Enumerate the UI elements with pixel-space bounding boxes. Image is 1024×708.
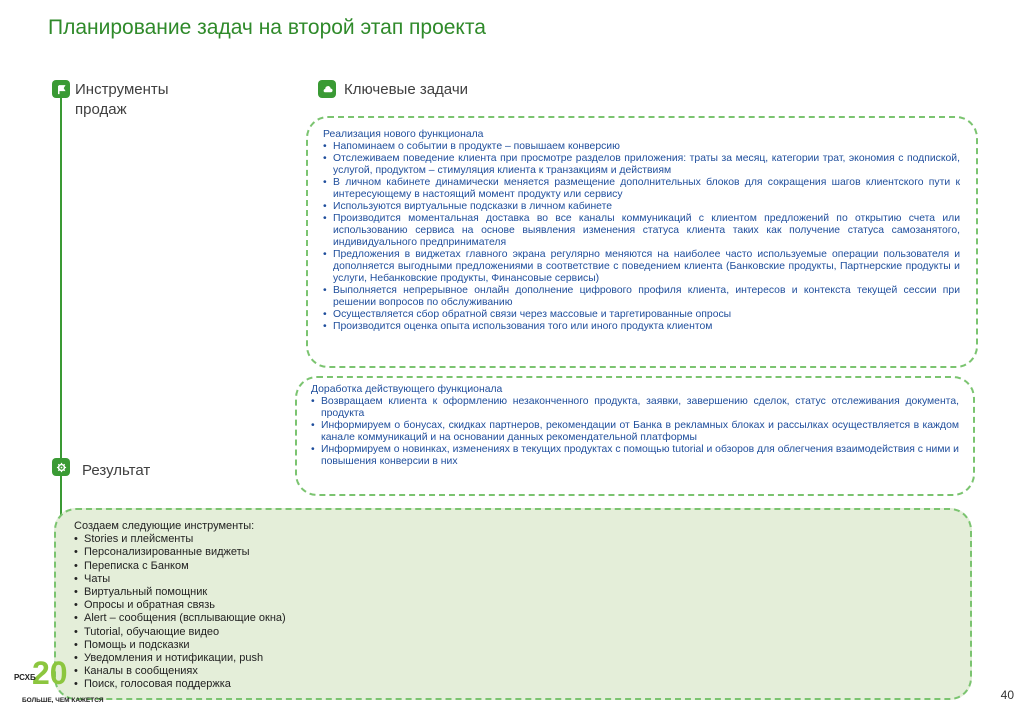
- list-item: • Переписка с Банком: [74, 559, 189, 572]
- improve-functionality-list: [311, 396, 959, 468]
- list-item: • Осуществляется сбор обратной связи через массовые и таргетированные опросы: [323, 309, 960, 321]
- box-heading: Создаем следующие инструменты:: [74, 520, 255, 532]
- list-item: • Предложения в виджетах главного экрана регулярно меняются на наиболее часто используемые операции пользователя и дополняется выгодными предложениями в соответствие с поведением клиента (Банковские продукты, Партнерские продукты и услуги, Небанковские продукты, Финансовые сервисы): [323, 249, 960, 285]
- box-heading: Доработка действующего функционала: [311, 384, 503, 395]
- logo-number: 20: [32, 655, 68, 691]
- result-label: Результат: [82, 462, 151, 479]
- gear-icon: [52, 458, 70, 476]
- list-item: • Персонализированные виджеты: [74, 546, 250, 559]
- list-item: • Опросы и обратная связь: [74, 599, 216, 612]
- list-item: • Производится оценка опыта использования того или иного продукта клиентом: [323, 321, 960, 333]
- logo-name: РСХБ: [14, 673, 36, 682]
- list-item-text: Опросы и обратная связь: [84, 599, 216, 612]
- tools-label-line2: продаж: [75, 101, 127, 118]
- flag-icon: [52, 80, 70, 98]
- list-item: • Помощь и подсказки: [74, 638, 190, 651]
- page-title: Планирование задач на второй этап проекта: [48, 16, 486, 39]
- tasks-label: Ключевые задачи: [344, 81, 469, 98]
- list-item-text: Чаты: [84, 572, 111, 585]
- list-item: • В личном кабинете динамически меняется размещение дополнительных блоков для сокращения шагов клиентского пути к интересующему в настоящий момент продукту или сервису: [323, 177, 960, 201]
- list-item: • Информируем о бонусах, скидках партнеров, рекомендации от Банка в рекламных блоках и рассылках осуществляется в каждом канале коммуникаций и на основании данных рекомендательной платформы: [311, 420, 959, 444]
- result-tools-list: [74, 533, 956, 691]
- list-item: • Tutorial, обучающие видео: [74, 625, 220, 638]
- list-item: • Чаты: [74, 572, 111, 585]
- list-item-text: Каналы в сообщениях: [84, 665, 198, 678]
- new-functionality-box: [306, 116, 978, 368]
- new-functionality-list: [323, 141, 960, 333]
- list-item: • Производится моментальная доставка во все каналы коммуникаций с клиентом предложений по открытию счета или использованию сервиса на основе выявления изменения статуса клиента таких как получение статуса самозанятого, индивидуального предпринимателя: [323, 213, 960, 249]
- list-item: • Информируем о новинках, изменениях в текущих продуктах с помощью tutorial и обзоров для облегчения взаимодействия с ними и повышения конверсии в них: [311, 444, 959, 468]
- list-item: • Отслеживаем поведение клиента при просмотре разделов приложения: траты за месяц, категории трат, экономия с подпиской, услугой, продуктом – стимуляция клиента к транзакциям и действиям: [323, 153, 960, 177]
- timeline-line: [60, 92, 62, 464]
- improve-functionality-box: [295, 376, 975, 496]
- box-heading: Реализация нового функционала: [323, 129, 484, 140]
- list-item: • Уведомления и нотификации, push: [74, 652, 264, 665]
- cloud-icon: [318, 80, 336, 98]
- list-item: • Используются виртуальные подсказки в личном кабинете: [323, 201, 960, 213]
- list-item: • Alert – сообщения (всплывающие окна): [74, 612, 286, 625]
- result-tools-box: [54, 508, 972, 700]
- list-item: • Каналы в сообщениях: [74, 665, 198, 678]
- tools-label: [75, 80, 169, 120]
- tools-label-line1: Инструменты: [75, 81, 169, 98]
- list-item-text: Помощь и подсказки: [84, 638, 190, 651]
- list-item-text: Уведомления и нотификации, push: [84, 652, 264, 665]
- list-item-text: Переписка с Банком: [84, 559, 189, 572]
- list-item: • Выполняется непрерывное онлайн дополнение цифрового профиля клиента, интересов и контекста текущей сессии при решении вопросов по обслуживанию: [323, 285, 960, 309]
- list-item-text: Виртуальный помощник: [84, 586, 208, 599]
- list-item: • Stories и плейсменты: [74, 533, 194, 546]
- list-item-text: Персонализированные виджеты: [84, 546, 250, 559]
- list-item: • Виртуальный помощник: [74, 586, 208, 599]
- list-item: • Поиск, голосовая поддержка: [74, 678, 231, 691]
- list-item-text: Alert – сообщения (всплывающие окна): [84, 612, 286, 625]
- list-item-text: Поиск, голосовая поддержка: [84, 678, 231, 691]
- list-item: • Напоминаем о событии в продукте – повышаем конверсию: [323, 141, 960, 153]
- list-item: • Возвращаем клиента к оформлению незаконченного продукта, заявки, завершению сделок, статус отслеживания документа, продукта: [311, 396, 959, 420]
- page-number: 40: [1000, 688, 1014, 702]
- logo-slogan: БОЛЬШЕ, ЧЕМ КАЖЕТСЯ: [22, 697, 104, 704]
- list-item-text: Tutorial, обучающие видео: [84, 625, 220, 638]
- list-item-text: Stories и плейсменты: [84, 533, 194, 546]
